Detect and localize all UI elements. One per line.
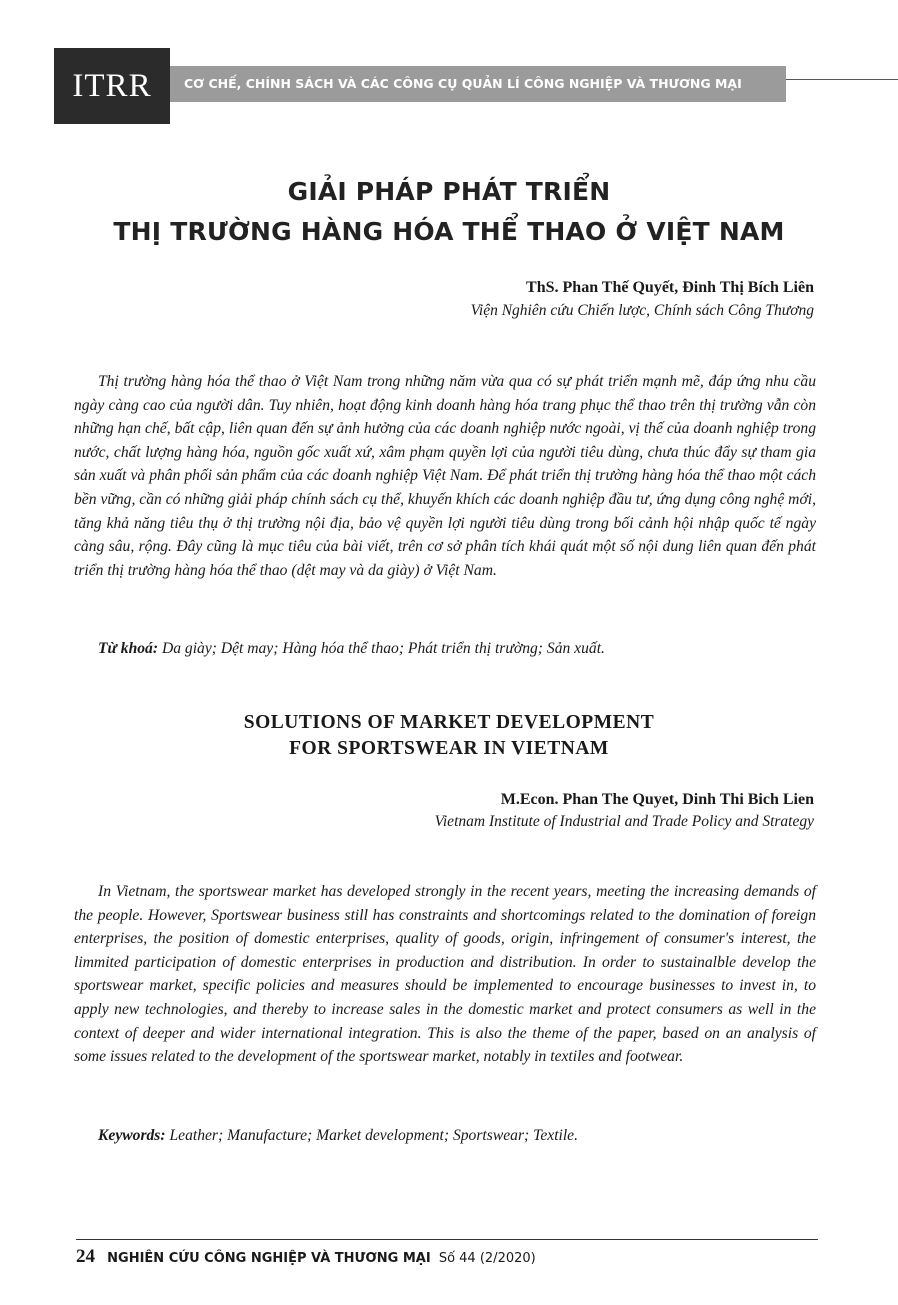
keywords-label: Keywords: — [98, 1127, 166, 1144]
keywords-text: Leather; Manufacture; Market development; Sportswear; Textile. — [169, 1127, 579, 1144]
affiliation-vietnamese: Viện Nghiên cứu Chiến lược, Chính sách Công Thương — [470, 302, 814, 319]
keywords-vietnamese — [98, 640, 818, 658]
article-title-english — [0, 710, 898, 762]
authors-vietnamese: ThS. Phan Thế Quyết, Đinh Thị Bích Liên — [526, 279, 814, 296]
affiliation-english: Vietnam Institute of Industrial and Trade Policy and Strategy — [434, 813, 814, 830]
title-line: SOLUTIONS OF MARKET DEVELOPMENT — [243, 712, 655, 733]
journal-name: NGHIÊN CỨU CÔNG NGHIỆP VÀ THƯƠNG MẠI — [107, 1251, 431, 1266]
keywords-text: Da giày; Dệt may; Hàng hóa thể thao; Phát triển thị trường; Sản xuất. — [161, 640, 605, 657]
authors-english: M.Econ. Phan The Quyet, Dinh Thi Bich Lien — [500, 791, 814, 808]
abstract-vietnamese: Thị trường hàng hóa thể thao ở Việt Nam trong những năm vừa qua có sự phát triển mạnh mẽ, đáp ứng nhu cầu ngày càng cao của người dân. Tuy nhiên, hoạt động kinh doanh hàng hóa trang phục thể thao trên thị trường vẫn còn những hạn chế, bất cập, liên quan đến sự ảnh hưởng của các doanh nghiệp nước ngoài, vị thế của doanh nghiệp trong nước, chất lượng hàng hóa, nguồn gốc xuất xứ, xâm phạm quyền lợi của người tiêu dùng, chưa thúc đẩy sự tham gia sản xuất và phân phối sản phẩm của các doanh nghiệp Việt Nam. Để phát triển thị trường hàng hóa thể thao một cách bền vững, cần có những giải pháp chính sách cụ thể, khuyến khích các doanh nghiệp đầu tư, ứng dụng công nghệ mới, tăng khả năng tiêu thụ ở thị trường nội địa, bảo vệ quyền lợi người tiêu dùng trong bối cảnh hội nhập quốc tế ngày càng sâu, rộng. Đây cũng là mục tiêu của bài viết, trên cơ sở phân tích khái quát một số nội dung liên quan đến phát triển thị trường hàng hóa thể thao (dệt may và da giày) ở Việt Nam. — [74, 373, 816, 579]
article-title-vietnamese — [0, 172, 898, 252]
keywords-label: Từ khoá: — [98, 640, 159, 657]
section-header: CƠ CHẾ, CHÍNH SÁCH VÀ CÁC CÔNG CỤ QUẢN LÍ CÔNG NGHIỆP VÀ THƯƠNG MẠI — [170, 66, 786, 102]
keywords-english — [98, 1127, 818, 1145]
footer-rule — [76, 1239, 818, 1240]
itrr-logo: ITRR — [54, 48, 170, 124]
page-number: 24 — [76, 1246, 95, 1267]
title-line: FOR SPORTSWEAR IN VIETNAM — [289, 738, 609, 759]
page-footer — [76, 1246, 536, 1268]
issue-info: Số 44 (2/2020) — [438, 1251, 536, 1266]
title-line: THỊ TRƯỜNG HÀNG HÓA THỂ THAO Ở VIỆT NAM — [113, 217, 785, 246]
abstract-english: In Vietnam, the sportswear market has developed strongly in the recent years, meeting the increasing demands of the people. However, Sportswear business still has constraints and shortcomings related to the domination of foreign enterprises, the position of domestic enterprises, quality of goods, origin, infringement of consumer's interest, the limmited participation of domestic enterprises in production and distribution. In order to sustainalble develop the sportswear market, specific policies and measures should be implemented to encourage businesses to invest in, to apply new technologies, and thereby to increase sales in the domestic market and protect consumers as well in the context of deeper and wider international integration. This is also the theme of the paper, based on an analysis of some issues related to the development of the sportswear market, notably in textiles and footwear. — [74, 883, 816, 1066]
title-line: GIẢI PHÁP PHÁT TRIỂN — [287, 177, 611, 206]
